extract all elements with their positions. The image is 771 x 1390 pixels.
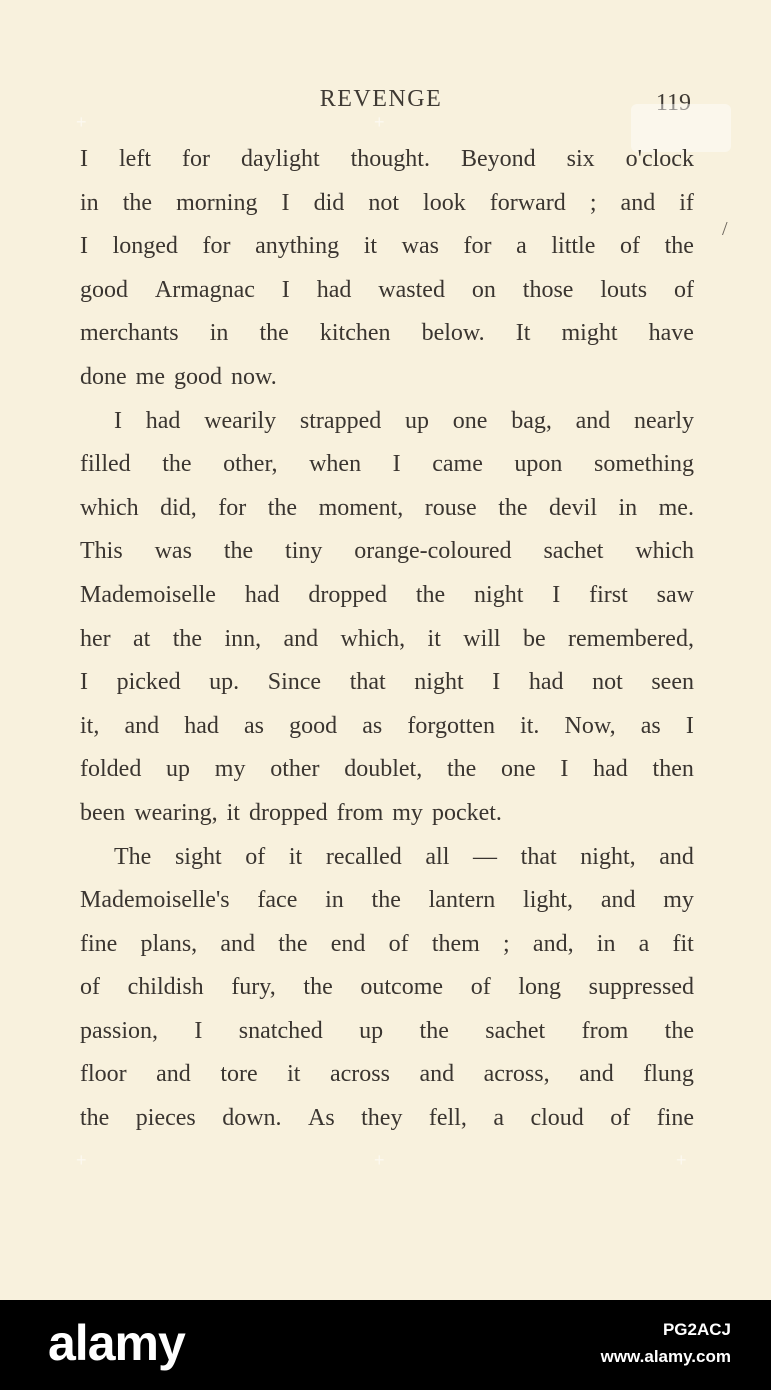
text-line: This was the tiny orange-coloured sachet which xyxy=(80,538,694,565)
text-line: The sight of it recalled all — that night, and xyxy=(114,843,694,870)
text-line: which did, for the moment, rouse the devil in me. xyxy=(80,494,694,521)
text-line: I had wearily strapped up one bag, and nearly xyxy=(114,407,694,434)
image-id: PG2ACJ xyxy=(662,1320,731,1339)
text-line: I picked up. Since that night I had not seen xyxy=(80,669,694,696)
watermark-plus-icon: + xyxy=(374,112,385,132)
text-line: fine plans, and the end of them ; and, in a fit xyxy=(80,930,694,957)
site-url: www.alamy.com xyxy=(600,1347,731,1366)
watermark-plus-icon: + xyxy=(76,112,87,132)
text-line: it, and had as good as forgotten it. Now, as I xyxy=(80,712,694,739)
text-line: good Armagnac I had wasted on those louts of xyxy=(80,276,694,303)
text-line: her at the inn, and which, it will be remembered, xyxy=(80,625,694,652)
text-line: I left for daylight thought. Beyond six o'clock xyxy=(80,146,694,172)
text-line: passion, I snatched up the sachet from the xyxy=(80,1017,694,1044)
text-line: of childish fury, the outcome of long suppressed xyxy=(80,974,694,1001)
text-line: the pieces down. As they fell, a cloud of fine xyxy=(80,1105,694,1132)
text-line: done me good now. xyxy=(80,363,277,390)
body-text xyxy=(80,138,694,1141)
watermark-plus-icon: + xyxy=(676,1150,687,1170)
text-line: floor and tore it across and across, and flung xyxy=(80,1061,694,1088)
watermark-plus-icon: + xyxy=(374,1150,385,1170)
text-line: Mademoiselle's face in the lantern light, and my xyxy=(80,887,694,914)
running-title: REVENGE xyxy=(319,86,443,112)
footer-bar xyxy=(0,1300,771,1390)
page-number: 119 xyxy=(655,90,691,116)
text-line: in the morning I did not look forward ; and if xyxy=(80,189,694,216)
alamy-logo: alamy xyxy=(48,1315,185,1371)
text-line: filled the other, when I came upon something xyxy=(80,451,694,478)
text-line: folded up my other doublet, the one I had then xyxy=(80,756,694,783)
watermark-plus-icon: + xyxy=(76,1150,87,1170)
text-line: I longed for anything it was for a little of the xyxy=(80,233,694,260)
text-line: merchants in the kitchen below. It might have xyxy=(80,320,694,347)
stray-pencil-mark: / xyxy=(722,218,728,240)
text-line: Mademoiselle had dropped the night I first saw xyxy=(80,581,694,608)
text-line: been wearing, it dropped from my pocket. xyxy=(80,799,502,826)
